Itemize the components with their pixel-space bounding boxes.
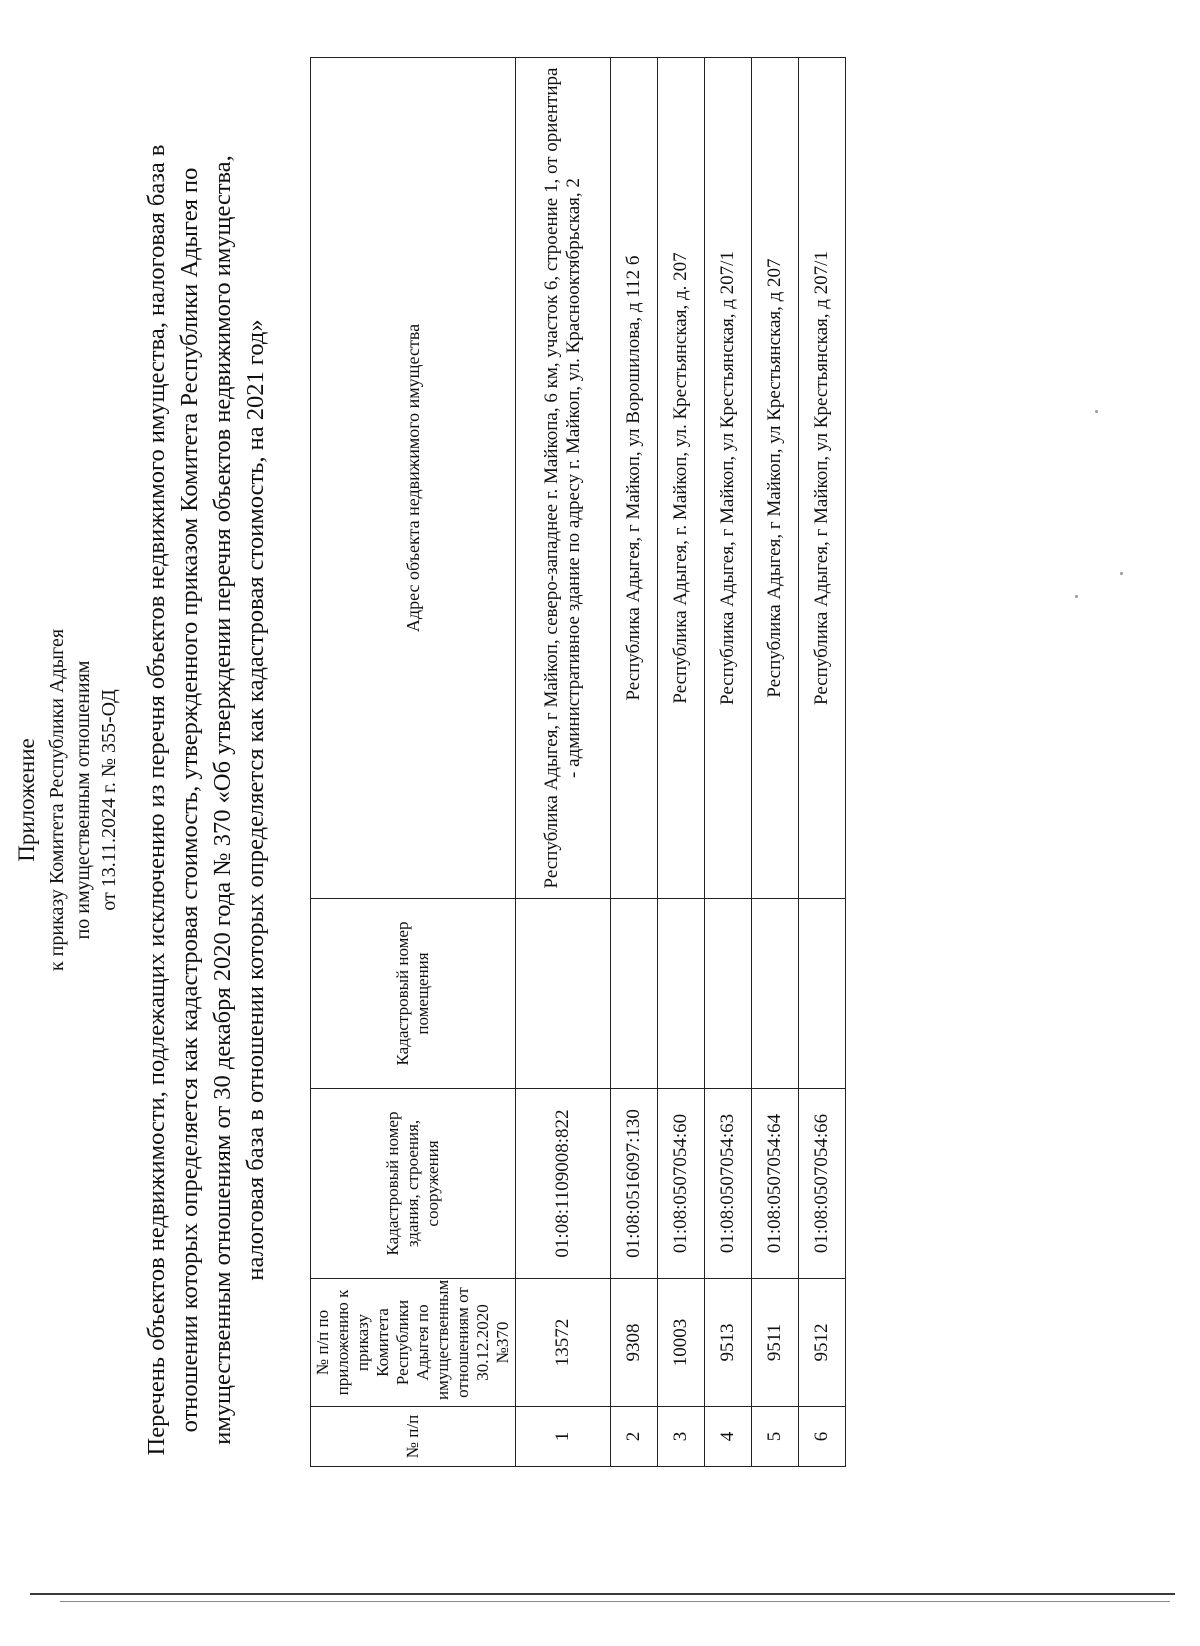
cell-ref: 10003 (658, 1279, 705, 1407)
cell-num: 2 (611, 1407, 658, 1467)
cell-address: Республика Адыгея, г Майкоп, ул Крестьянская, д 207/1 (705, 58, 752, 899)
table-row (752, 58, 799, 1467)
appendix-committee-line: по имущественным отношениям (72, 660, 94, 940)
cell-ref: 13572 (516, 1279, 611, 1407)
appendix-order-line: к приказу Комитета Республики Адыгея (46, 628, 68, 972)
cell-address: Республика Адыгея, г Майкоп, ул Ворошилова, д 112 б (611, 58, 658, 899)
cell-building: 01:08:0507054:60 (658, 1089, 705, 1279)
table-row (799, 58, 846, 1467)
table-row (611, 58, 658, 1467)
cell-address: Республика Адыгея, г Майкоп, ул Крестьянская, д 207/1 (799, 58, 846, 899)
cell-ref: 9308 (611, 1279, 658, 1407)
document-sheet (0, 40, 1020, 1560)
cell-building: 01:08:0516097:130 (611, 1089, 658, 1279)
cell-room (705, 899, 752, 1089)
header-building-cadastral: Кадастровый номер здания, строения, сооружения (311, 1089, 516, 1279)
table-row (658, 58, 705, 1467)
cell-room (516, 899, 611, 1089)
table-header-row (311, 58, 516, 1467)
cell-building: 01:08:0507054:66 (799, 1089, 846, 1279)
header-room-cadastral: Кадастровый номер помещения (311, 899, 516, 1089)
header-num: № п/п (311, 1407, 516, 1467)
cell-ref: 9513 (705, 1279, 752, 1407)
cell-building: 01:08:0507054:64 (752, 1089, 799, 1279)
cell-room (799, 899, 846, 1089)
cell-ref: 9512 (799, 1279, 846, 1407)
cell-building: 01:08:1109008:822 (516, 1089, 611, 1279)
cell-room (752, 899, 799, 1089)
cell-address: Республика Адыгея, г Майкоп, северо-западнее г. Майкопа, 6 км, участок 6, строение 1, от ориентира - административное здание по адресу г. Майкоп, ул. Краснооктябрьская, 2 (516, 58, 611, 899)
cell-building: 01:08:0507054:63 (705, 1089, 752, 1279)
cell-room (658, 899, 705, 1089)
appendix-header (10, 40, 122, 1560)
scan-speck (1075, 595, 1078, 598)
cell-address: Республика Адыгея, г. Майкоп, ул. Крестьянская, д. 207 (658, 58, 705, 899)
scan-speck (1095, 410, 1098, 413)
cell-num: 1 (516, 1407, 611, 1467)
cell-num: 6 (799, 1407, 846, 1467)
header-ref: № п/п по приложению к приказу Комитета Республики Адыгея по имущественным отношениям от 30.12.2020 №370 (311, 1279, 516, 1407)
appendix-title: Приложение (14, 738, 39, 862)
cell-ref: 9511 (752, 1279, 799, 1407)
property-table (310, 57, 846, 1467)
cell-num: 4 (705, 1407, 752, 1467)
scan-edge-line (30, 1593, 1175, 1595)
document-heading: Перечень объектов недвижимости, подлежащих исключению из перечня объектов недвижимого имущества, налоговая база в отношении которых определяется как кадастровая стоимость, утвержденного приказом Комитета Республики Адыгея по имущественным отношениям от 30 декабря 2020 года № 370 «Об утверждении перечня объектов недвижимого имущества, налоговая база в отношении которых определяется как кадастровая стоимость, на 2021 год» (143, 144, 269, 1456)
scan-edge-line (60, 1601, 1170, 1602)
cell-address: Республика Адыгея, г Майкоп, ул Крестьянская, д 207 (752, 58, 799, 899)
table-row (516, 58, 611, 1467)
header-address: Адрес объекта недвижимого имущества (311, 58, 516, 899)
cell-room (611, 899, 658, 1089)
table-row (705, 58, 752, 1467)
cell-num: 3 (658, 1407, 705, 1467)
appendix-date-line: от 13.11.2024 г. № 355-ОД (98, 689, 120, 911)
scan-speck (1120, 572, 1123, 575)
cell-num: 5 (752, 1407, 799, 1467)
